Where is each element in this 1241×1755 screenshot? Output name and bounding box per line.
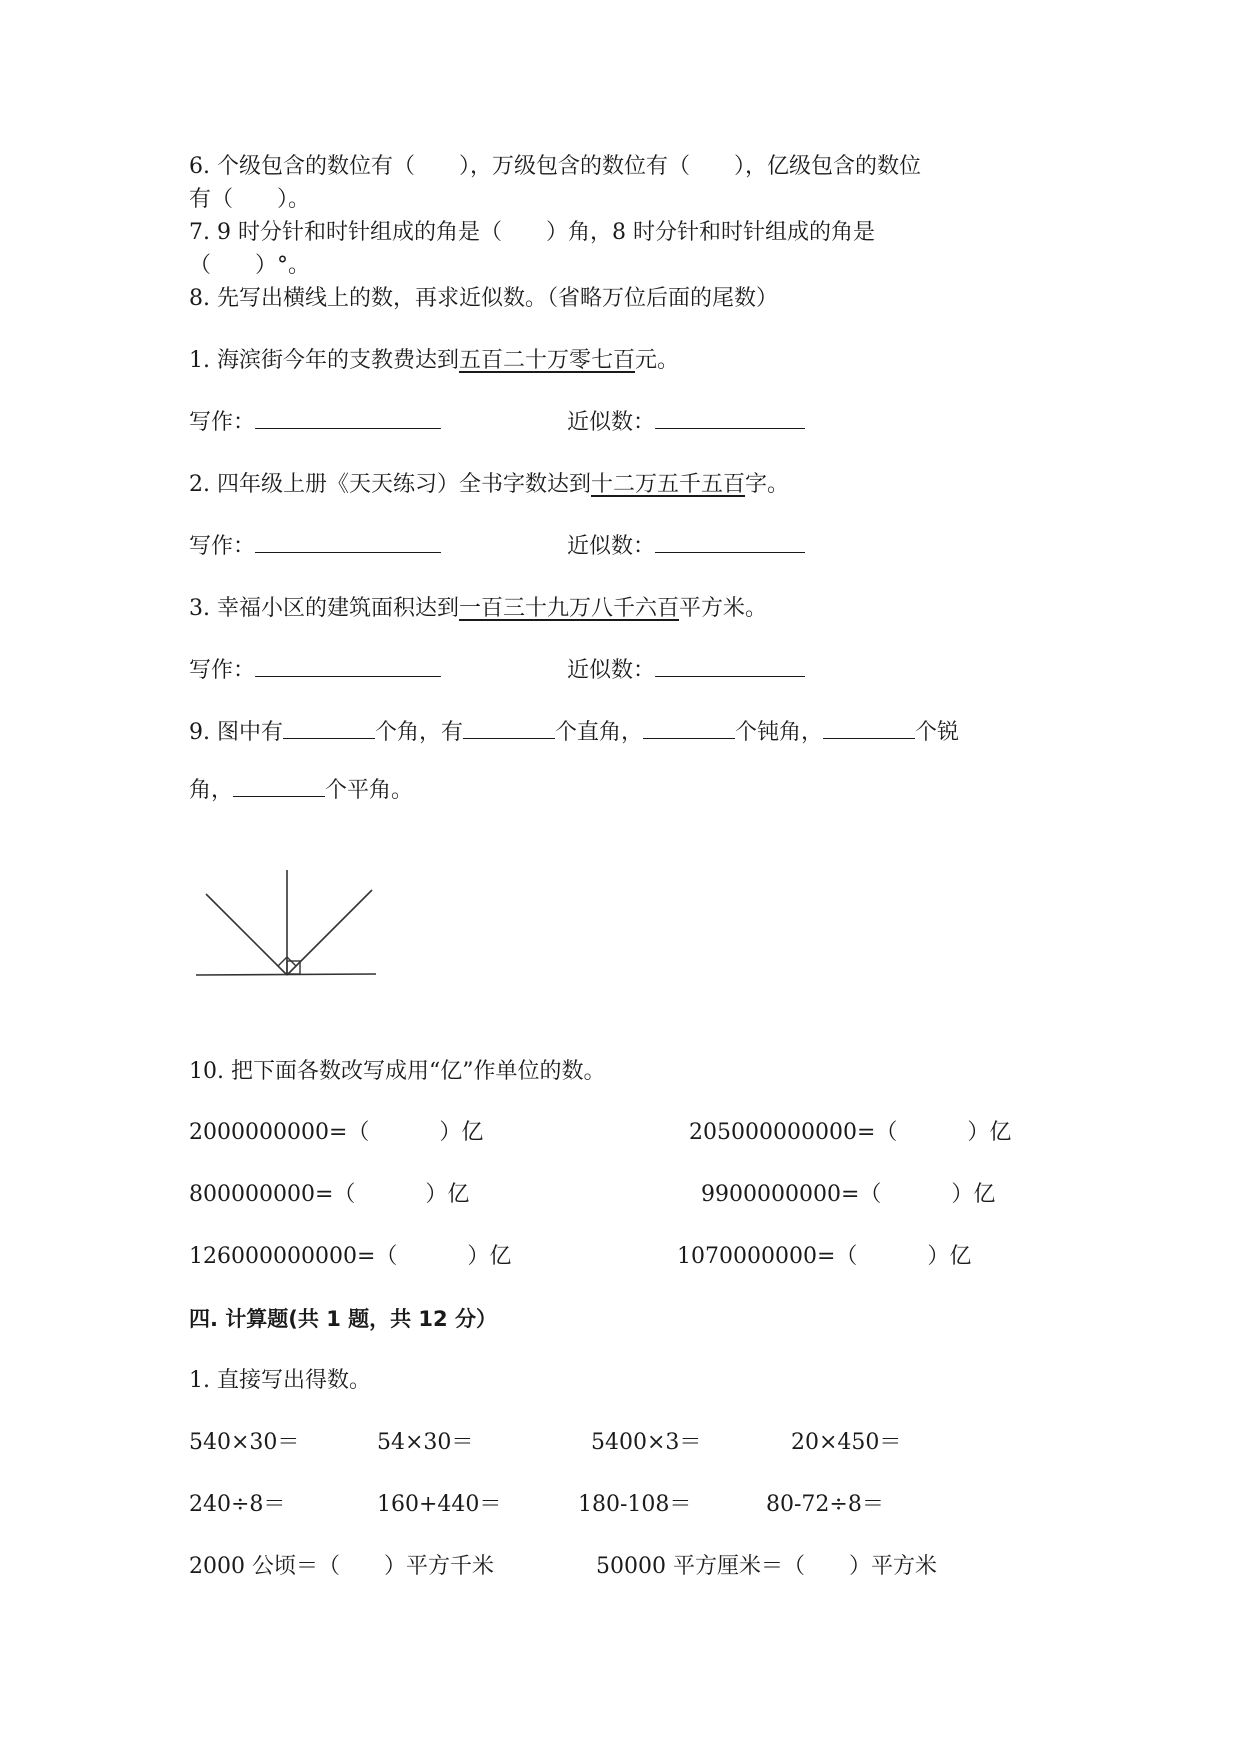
calc-r1-c3: 5400×3＝ xyxy=(591,1430,702,1455)
q8-item-1-answers xyxy=(189,408,441,438)
q10-item-1-num: 2000000000=（ xyxy=(189,1120,370,1145)
write-label: 写作： xyxy=(189,410,256,435)
q10-item-2 xyxy=(689,1118,1011,1148)
q8-item-2-approx xyxy=(567,532,805,562)
calc-r3-c2: 50000 平方厘米＝（ ）平方米 xyxy=(596,1554,937,1579)
q8-item-3-answers xyxy=(189,656,441,686)
q10-item-1-unit: ）亿 xyxy=(439,1120,484,1145)
calc-r1-c4: 20×450＝ xyxy=(791,1430,902,1455)
q9-text-4: 个钝角， xyxy=(735,720,824,745)
q10-item-1 xyxy=(189,1118,483,1148)
approx-blank[interactable] xyxy=(655,656,805,677)
q7-line2: （ ）°。 xyxy=(189,253,311,278)
q10-item-2-num: 205000000000=（ xyxy=(689,1120,898,1145)
q10-item-3 xyxy=(189,1180,469,1210)
q8-item-3-underlined: 一百三十九万八千六百 xyxy=(458,596,679,621)
q8-item-2 xyxy=(189,470,789,500)
q8-item-1-pre: 1. 海滨街今年的支教费达到 xyxy=(189,348,459,373)
approx-label: 近似数： xyxy=(567,534,656,559)
q8-item-3 xyxy=(189,594,767,624)
section4-title: 四. 计算题(共 1 题，共 12 分） xyxy=(189,1307,497,1331)
q8-item-2-post: 字。 xyxy=(745,472,790,497)
q10-item-6 xyxy=(677,1242,971,1272)
calc-r3-c1: 2000 公顷＝（ ）平方千米 xyxy=(189,1554,494,1579)
q10-item-5 xyxy=(189,1242,511,1272)
q10-item-5-num: 126000000000=（ xyxy=(189,1244,398,1269)
section4-q1-title: 1. 直接写出得数。 xyxy=(189,1368,371,1393)
q6-line2: 有（ ）。 xyxy=(189,187,311,212)
q9-text-5: 个锐 xyxy=(915,720,960,745)
q8-item-1-underlined: 五百二十万零七百 xyxy=(458,348,635,373)
q10-item-3-num: 800000000=（ xyxy=(189,1182,356,1207)
q7-line1: 7. 9 时分针和时针组成的角是（ ）角，8 时分针和时针组成的角是 xyxy=(189,220,875,245)
q10-item-2-unit: ）亿 xyxy=(967,1120,1012,1145)
write-blank[interactable] xyxy=(255,656,441,677)
q8-item-3-pre: 3. 幸福小区的建筑面积达到 xyxy=(189,596,459,621)
q10-item-4-unit: ）亿 xyxy=(951,1182,996,1207)
q9-line1 xyxy=(189,718,959,748)
q8-item-1-approx xyxy=(567,408,805,438)
q10-item-6-num: 1070000000=（ xyxy=(677,1244,858,1269)
q8-item-2-answers xyxy=(189,532,441,562)
q8-item-2-pre: 2. 四年级上册《天天练习）全书字数达到 xyxy=(189,472,591,497)
q8-item-3-approx xyxy=(567,656,805,686)
q8-item-2-underlined: 十二万五千五百 xyxy=(591,472,746,497)
q10-item-4-num: 9900000000=（ xyxy=(701,1182,882,1207)
calc-r2-c1: 240÷8＝ xyxy=(189,1492,286,1517)
q8-item-1 xyxy=(189,346,679,376)
q9-blank-right[interactable] xyxy=(463,718,555,739)
q10-item-5-unit: ）亿 xyxy=(467,1244,512,1269)
q9-blank-angles[interactable] xyxy=(283,718,375,739)
calc-r2-c4: 80-72÷8＝ xyxy=(766,1492,884,1517)
q9-text-6: 角， xyxy=(189,778,234,803)
approx-label: 近似数： xyxy=(567,658,656,683)
q10-item-3-unit: ）亿 xyxy=(425,1182,470,1207)
q9-line2 xyxy=(189,776,413,806)
q10-item-4 xyxy=(701,1180,995,1210)
write-blank[interactable] xyxy=(255,408,441,429)
approx-blank[interactable] xyxy=(655,532,805,553)
q8-item-1-post: 元。 xyxy=(635,348,680,373)
q9-text-7: 个平角。 xyxy=(325,778,414,803)
approx-label: 近似数： xyxy=(567,410,656,435)
q9-blank-acute[interactable] xyxy=(823,718,915,739)
write-label: 写作： xyxy=(189,534,256,559)
write-blank[interactable] xyxy=(255,532,441,553)
calc-r2-c3: 180-108＝ xyxy=(578,1492,692,1517)
left-ray xyxy=(206,894,287,975)
q10-title: 10. 把下面各数改写成用“亿”作单位的数。 xyxy=(189,1059,606,1084)
q9-text-1: 9. 图中有 xyxy=(189,720,283,745)
approx-blank[interactable] xyxy=(655,408,805,429)
q8-title: 8. 先写出横线上的数，再求近似数。（省略万位后面的尾数） xyxy=(189,286,778,311)
write-label: 写作： xyxy=(189,658,256,683)
calc-r1-c1: 540×30＝ xyxy=(189,1430,300,1455)
q6-line1: 6. 个级包含的数位有（ ），万级包含的数位有（ ），亿级包含的数位 xyxy=(189,154,921,179)
calc-r2-c2: 160+440＝ xyxy=(377,1492,502,1517)
calc-r1-c2: 54×30＝ xyxy=(377,1430,474,1455)
q9-blank-obtuse[interactable] xyxy=(643,718,735,739)
q9-text-3: 个直角， xyxy=(555,720,644,745)
q8-item-3-post: 平方米。 xyxy=(679,596,768,621)
angle-figure xyxy=(192,870,382,990)
q9-text-2: 个角，有 xyxy=(374,720,463,745)
q10-item-6-unit: ）亿 xyxy=(927,1244,972,1269)
q9-blank-straight[interactable] xyxy=(233,776,325,797)
